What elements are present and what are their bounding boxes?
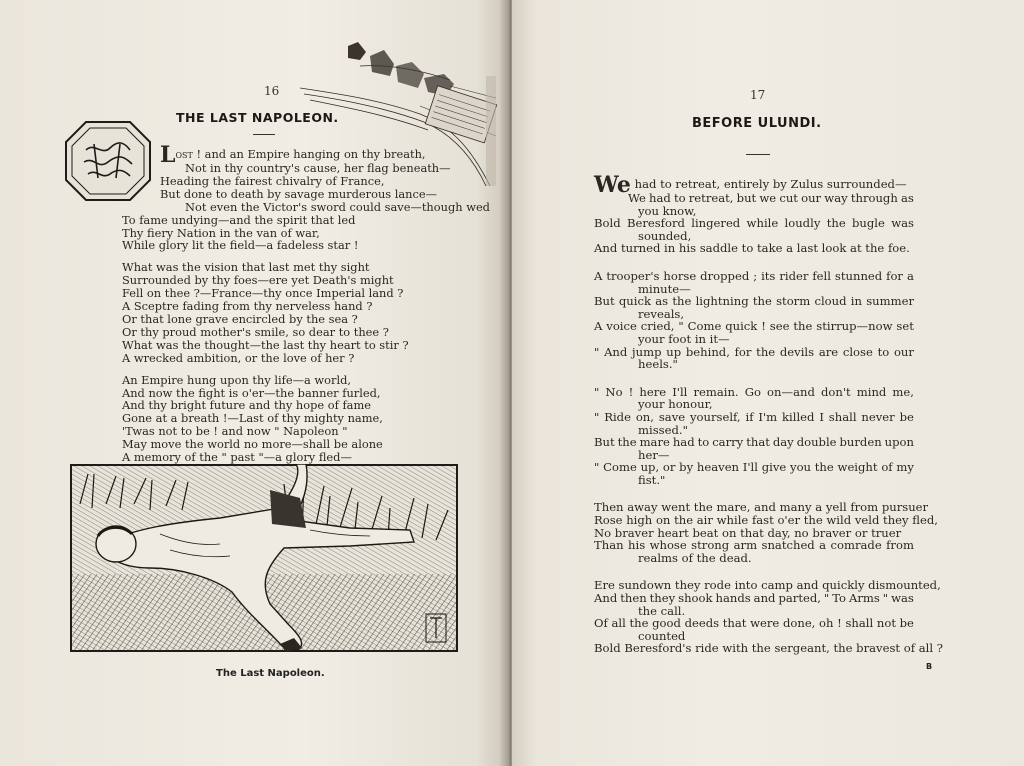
verse-line: Not even the Victor's sword could save—though wed [185,199,490,214]
verse-line: her— [638,447,670,462]
drop-cap: We [594,172,631,198]
verse-line: But done to death by savage murderous lance— [160,186,438,201]
poem-stanza-3 [594,386,914,487]
verse-line: And turned in his saddle to take a last look at the foe. [594,241,910,256]
verse-line: No braver heart beat on that day, no braver or truer [594,525,902,540]
verse-line: Thy fiery Nation in the van of war, [122,225,320,240]
verse-line: And then they shook hands and parted, " To Arms " was [594,591,914,606]
page-number: 17 [750,88,766,102]
verse-line: Gone at a breath !—Last of thy mighty name, [122,411,383,426]
verse-line: To fame undying—and the spirit that led [122,212,356,227]
verse-line: Or thy proud mother's smile, so dear to thee ? [122,324,389,339]
verse-line: We had to retreat, entirely by Zulus surrounded— [594,172,907,198]
verse-line: May move the world no more—shall be alone [122,437,383,452]
verse-line: reveals, [638,306,685,321]
verse-line: " And jump up behind, for the devils are close to our [594,344,914,359]
verse-line: your honour, [638,397,713,412]
verse-line: Ere sundown they rode into camp and quickly dismounted, [594,578,941,593]
verse-line: What was the thought—the last thy heart to stir ? [122,337,409,352]
verse-line: A wrecked ambition, or the love of her ? [122,350,355,365]
verse-line: your foot in it— [638,331,730,346]
verse-line: Or that lone grave encircled by the sea ? [122,311,358,326]
verse-line: A Sceptre fading from thy nerveless hand ? [122,299,373,314]
verse-line: " Come up, or by heaven I'll give you the weight of my [594,460,914,475]
verse-line: While glory lit the field—a fadeless star ! [122,238,359,253]
verse-line: Surrounded by thy foes—ere yet Death's might [122,273,394,288]
verse-line: A trooper's horse dropped ; its rider fell stunned for a [594,268,914,283]
verse-line: A voice cried, " Come quick ! see the stirrup—now set [594,319,914,334]
right-page [512,0,1024,766]
verse-line: counted [638,628,686,643]
fallen-soldier-illustration [70,464,458,652]
poem-title: BEFORE ULUNDI. [692,116,822,131]
poem-body [594,172,943,670]
poem-stanza-4 [594,500,938,565]
title-rule [746,154,770,155]
poem-stanza-1 [122,142,490,477]
verse-line: We had to retreat, but we cut our way through as [628,191,914,205]
verse-line: Bold Beresford lingered while loudly the bugle was [594,216,914,231]
poem-stanza-5 [594,578,943,656]
verse-line: And thy bright future and thy hope of fame [122,398,372,413]
left-page [0,0,506,766]
verse-line: Not in thy country's cause, her flag beneath— [185,161,451,175]
drop-cap: L [160,142,176,168]
poem-title: THE LAST NAPOLEON. [176,110,339,125]
verse-line: What was the vision that last met thy sight [122,260,370,275]
verse-line: A memory of the " past "—a glory fled— [122,450,352,465]
page-number: 16 [264,84,280,98]
verse-line: sounded, [638,228,692,243]
verse-line: Heading the fairest chivalry of France, [160,173,385,188]
verse-line: Then away went the mare, and many a yell from pursuer [594,500,929,515]
verse-line: But the mare had to carry that day double burden upon [594,435,914,450]
verse-line: fist." [638,472,666,487]
verse-line: you know, [638,203,697,218]
illustration-caption: The Last Napoleon. [216,668,325,679]
poem-stanza-1 [594,172,914,256]
poem-stanza-2 [594,270,914,371]
verse-line: Rose high on the air while fast o'er the wild veld they fled, [594,513,938,528]
verse-line: realms of the dead. [638,550,752,565]
verse-line: And now the fight is o'er—the banner furled, [122,385,381,400]
verse-line: Fell on thee ?—France—thy once Imperial land ? [122,286,404,301]
verse-line: " Ride on, save yourself, if I'm killed I shall never be [594,409,914,424]
verse-line: An Empire hung upon thy life—a world, [122,372,352,387]
verse-line: 'Twas not to be ! and now " Napoleon " [122,424,348,439]
verse-line: Lost ! and an Empire hanging on thy breath, [160,142,426,168]
verse-line: But quick as the lightning the storm cloud in summer [594,294,914,309]
verse-line: Bold Beresford's ride with the sergeant, the bravest of all ? [594,641,943,656]
verse-line: missed." [638,422,688,437]
verse-line: Than his whose strong arm snatched a comrade from [594,538,914,553]
signature-mark: B [926,662,933,671]
verse-line: the call. [638,603,686,618]
title-rule [253,134,275,135]
verse-line: minute— [638,281,691,296]
verse-line: " No ! here I'll remain. Go on—and don't mind me, [594,384,914,399]
verse-line: Of all the good deeds that were done, oh ! shall not be [594,616,914,631]
verse-line: heels." [638,357,678,372]
